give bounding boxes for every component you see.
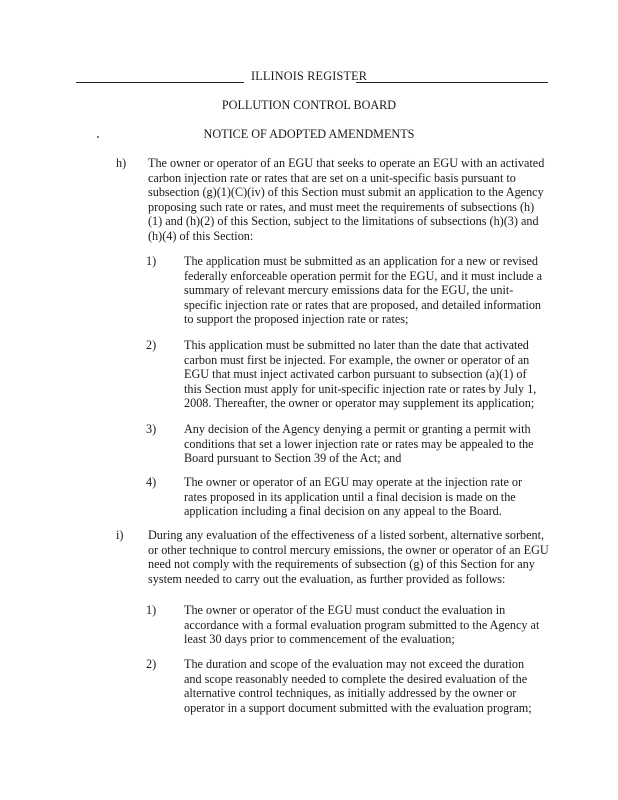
- item-label: 4): [146, 475, 157, 489]
- subsection-label: i): [116, 528, 124, 542]
- item-text: The owner or operator of an EGU may operate at the injection rate or rates proposed in its application until a final decision is made on the application including a final decision on any appeal to the Board.: [184, 475, 523, 519]
- item-text: This application must be submitted no later than the date that activated carbon must first be injected. For example, the owner or operator of an EGU that must inject activated carbon pursuant to subsection (a)(1) of this Section must apply for unit-specific injection rate or rates by July 1, 2008. Thereafter, the owner or operator may supplement its application;: [184, 338, 537, 411]
- subsection-label: h): [116, 156, 127, 170]
- item-text: The duration and scope of the evaluation may not exceed the duration and scope reasonably needed to complete the desired evaluation of the alternative control techniques, as initially addressed by the owner or operator in a support document submitted with the evaluation program;: [184, 657, 532, 715]
- notice-title: NOTICE OF ADOPTED AMENDMENTS: [203, 127, 415, 141]
- register-title: ILLINOIS REGISTER: [250, 69, 368, 83]
- item-label: 3): [146, 422, 157, 436]
- item-label: 1): [146, 254, 157, 268]
- item-label: 1): [146, 603, 157, 617]
- item-text: The owner or operator of the EGU must conduct the evaluation in accordance with a formal evaluation program submitted to the Agency at least 30 days prior to commencement of the evaluation;: [184, 603, 540, 647]
- scan-speck: [97, 136, 99, 138]
- board-title: POLLUTION CONTROL BOARD: [221, 98, 397, 112]
- subsection-text: During any evaluation of the effectiveness of a listed sorbent, alternative sorbent, or other technique to control mercury emissions, the owner or operator of an EGU need not comply with the requirements of subsection (g) of this Section for any system needed to carry out the evaluation, as further provided as follows:: [148, 528, 549, 586]
- item-label: 2): [146, 657, 157, 671]
- subsection-text: The owner or operator of an EGU that seeks to operate an EGU with an activated carbon injection rate or rates that are set on a unit-specific basis pursuant to subsection (g)(1)(C)(iv) of this Section must submit an application to the Agency proposing such rate or rates, and must meet the requirements of subsections (h)(1) and (h)(2) of this Section, subject to the limitations of subsections (h)(3) and (h)(4) of this Section:: [148, 156, 545, 243]
- item-text: The application must be submitted as an application for a new or revised federally enforceable operation permit for the EGU, and it must include a summary of relevant mercury emissions data for the EGU, the unit-specific injection rate or rates that are proposed, and detailed information to support the proposed injection rate or rates;: [184, 254, 543, 327]
- item-label: 2): [146, 338, 157, 352]
- item-text: Any decision of the Agency denying a permit or granting a permit with conditions that set a lower injection rate or rates may be appealed to the Board pursuant to Section 39 of the Act; and: [184, 422, 534, 466]
